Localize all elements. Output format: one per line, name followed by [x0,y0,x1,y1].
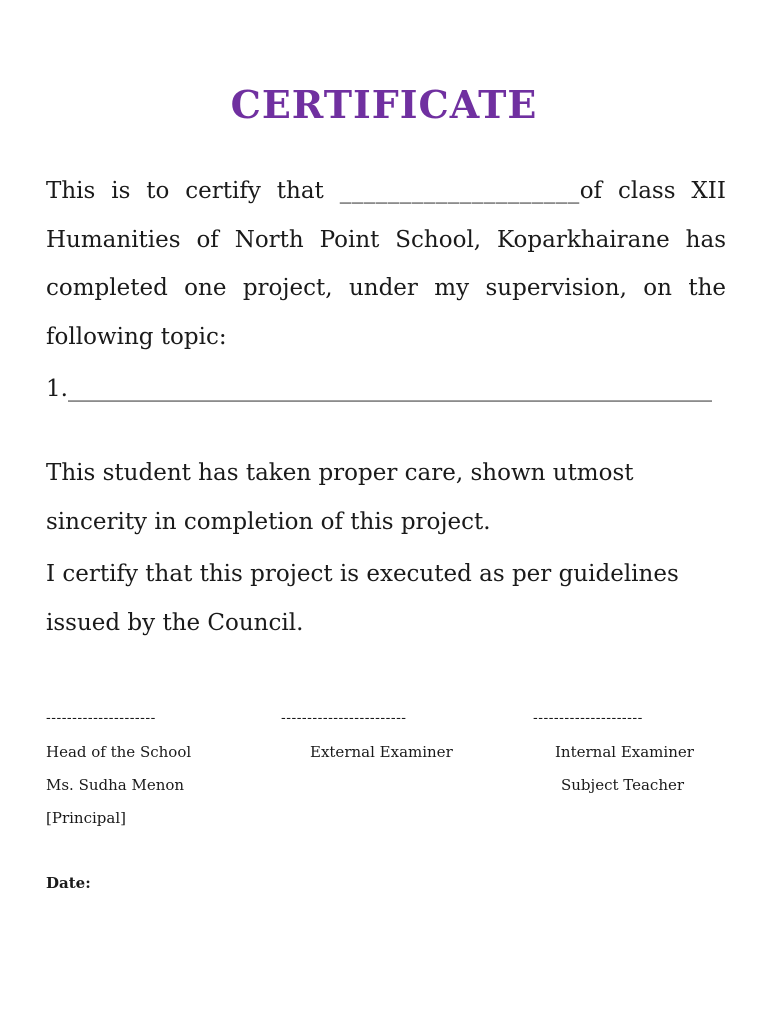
subject-teacher-label: Subject Teacher [561,776,685,794]
care-statement: This student has taken proper care, shown utmost sincerity in completion of this project. [46,460,634,535]
guidelines-statement: I certify that this project is executed as per guidelines issued by the Council. [46,561,679,636]
topic-blank: ________________________________________________________ [67,376,712,402]
principal-name: Ms. Sudha Menon [46,776,185,794]
intro-suffix: of class XII Humanities of North Point School, Koparkhairane has completed one project, under my supervision, on the following topic: [46,178,726,350]
certificate-title: CERTIFICATE [230,82,538,127]
head-signature-line: --------------------- [46,710,156,726]
date-label: Date: [46,874,91,892]
external-signature-line: ------------------------ [281,710,407,726]
student-name-blank: ____________________ [339,178,580,204]
certification-paragraph [46,167,726,361]
head-of-school-label: Head of the School [46,743,192,761]
topic-line [46,365,712,413]
principal-designation: [Principal] [46,809,126,827]
topic-number: 1. [46,376,68,402]
internal-examiner-label: Internal Examiner [555,743,694,761]
external-examiner-label: External Examiner [310,743,453,761]
intro-prefix: This is to certify that [46,178,340,204]
internal-signature-line: --------------------- [533,710,643,726]
